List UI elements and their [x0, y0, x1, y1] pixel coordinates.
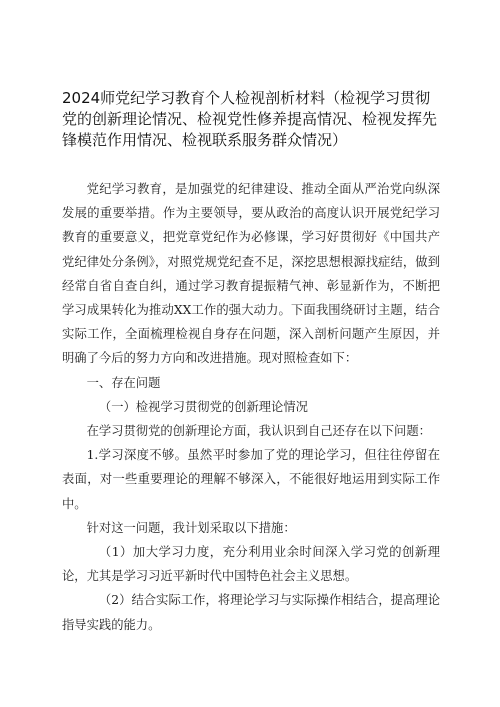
measures-intro-paragraph: 针对这一问题，我计划采取以下措施：	[86, 520, 296, 535]
measure-item-2: （2）结合实际工作，将理论学习与实际操作相结合，提高理论指导实践的能力。	[62, 593, 440, 632]
measure-item-1: （1）加大学习力度，充分利用业余时间深入学习党的创新理论，尤其是学习习近平新时代中国特色社会主义思想。	[62, 545, 440, 584]
subsection-heading-theory: （一）检视学习贯彻党的创新理论情况	[98, 399, 308, 414]
subsection-intro-paragraph: 在学习贯彻党的创新理论方面，我认识到自己还存在以下问题：	[86, 424, 431, 439]
document-title: 2024师党纪学习教育个人检视剖析材料（检视学习贯彻党的创新理论情况、检视党性修养提高情况、检视发挥先锋模范作用情况、检视联系服务群众情况）	[62, 89, 438, 149]
section-heading-problems: 一、存在问题	[86, 375, 161, 390]
intro-paragraph: 党纪学习教育，是加强党的纪律建设、推动全面从严治党向纵深发展的重要举措。作为主要领导，要从政治的高度认识开展党纪学习教育的重要意义，把党章党纪作为必修课，学习好贯彻好《中国共产党纪律处分条例》，对照党规党纪查不足，深挖思想根源找症结，做到经常自省自查自纠，通过学习教育提振精气神、彰显新作为，不断把学习成果转化为推动XX工作的强大动力。下面我围绕研讨主题，结合实际工作，全面梳理检视自身存在问题，深入剖析问题产生原因，并明确了今后的努力方向和改进措施。现对照检查如下：	[62, 182, 440, 366]
problem-item-1: 1.学习深度不够。虽然平时参加了党的理论学习，但往往停留在表面，对一些重要理论的理解不够深入，不能很好地运用到实际工作中。	[62, 448, 440, 511]
